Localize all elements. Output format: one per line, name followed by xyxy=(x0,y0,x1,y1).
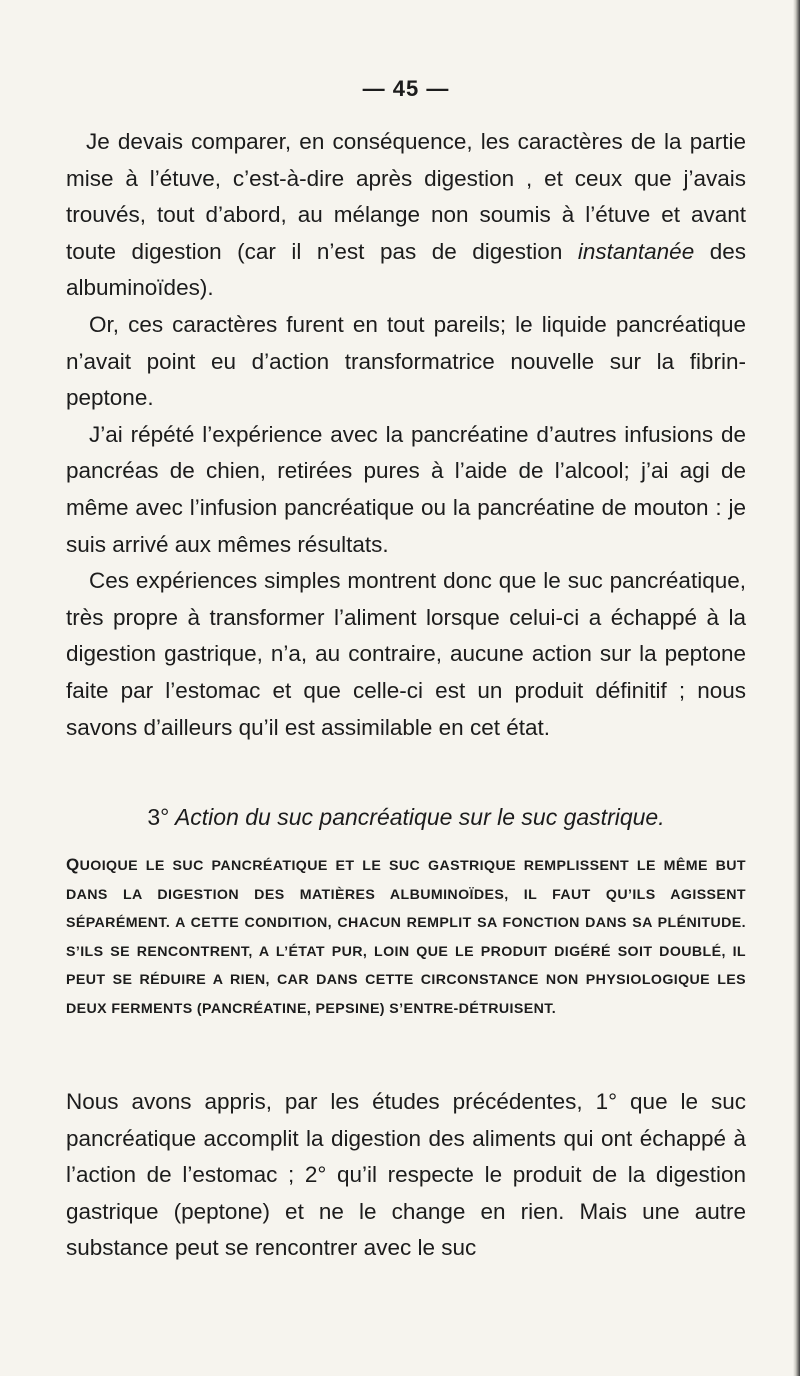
section-number: 3° xyxy=(147,804,170,830)
paragraph-3: J’ai répété l’expérience avec la pancréatine d’autres infusions de pancréas de chien, retirées pures à l’aide de l’alcool; j’ai agi de même avec l’infusion pancréatique ou la pancréatine de mouton : je suis arrivé aux mêmes résultats. xyxy=(66,421,746,557)
closing-text xyxy=(66,1084,746,1267)
paragraph-2: Or, ces caractères furent en tout pareils; le liquide pancréatique n’avait point eu d’action transformatrice nouvelle sur la fibrin-peptone. xyxy=(66,311,746,411)
page-number: — 45 — xyxy=(362,76,450,101)
summary-drop-letter: Q xyxy=(66,855,80,874)
emphasis: instantanée xyxy=(577,238,695,264)
section-summary xyxy=(66,851,746,1024)
body-text xyxy=(66,124,746,746)
closing-paragraph: Nous avons appris, par les études précédentes, 1° que le suc pancréatique accomplit la digestion des aliments qui ont échappé à l’action de l’estomac ; 2° qu’il respecte le produit de la digestion gastrique (peptone) et ne le change en rien. Mais une autre substance peut se rencontrer avec le suc xyxy=(66,1089,746,1261)
summary-text: UOIQUE LE SUC PANCRÉATIQUE ET LE SUC GASTRIQUE REMPLISSENT LE MÊME BUT DANS LA DIGESTION DES MATIÈRES ALBUMINOÏDES, IL FAUT QU’ILS AGISSENT SÉPARÉMENT. A CETTE CONDITION, CHACUN REMPLIT SA FONCTION DANS SA PLÉNITUDE. S’ILS SE RENCONTRENT, A L’ÉTAT PUR, LOIN QUE LE PRODUIT DIGÉRÉ SOIT DOUBLÉ, IL PEUT SE RÉDUIRE A RIEN, CAR DANS CETTE CIRCONSTANCE NON PHYSIOLOGIQUE LES DEUX FERMENTS (PANCRÉATINE, PEPSINE) S’ENTRE-DÉTRUISENT. xyxy=(66,858,746,1017)
paragraph-4: Ces expériences simples montrent donc que le suc pancréatique, très propre à transformer l’aliment lorsque celui-ci a échappé à la digestion gastrique, n’a, au contraire, aucune action sur la peptone faite par l’estomac et que celle-ci est un produit définitif ; nous savons d’ailleurs qu’il est assimilable en cet état. xyxy=(66,568,746,740)
page-edge-shadow xyxy=(793,0,800,1376)
section-heading xyxy=(66,804,746,831)
section-title: Action du suc pancréatique sur le suc gastrique. xyxy=(174,804,665,830)
paragraph-1: Je devais comparer, en conséquence, les caractères de la partie mise à l’étuve, c’est-à-dire après digestion , et ceux que j’avais trouvés, tout d’abord, au mélange non soumis à l’étuve et avant toute digestion (car il n’est pas de digestion instantanée des albuminoïdes). xyxy=(66,129,747,301)
